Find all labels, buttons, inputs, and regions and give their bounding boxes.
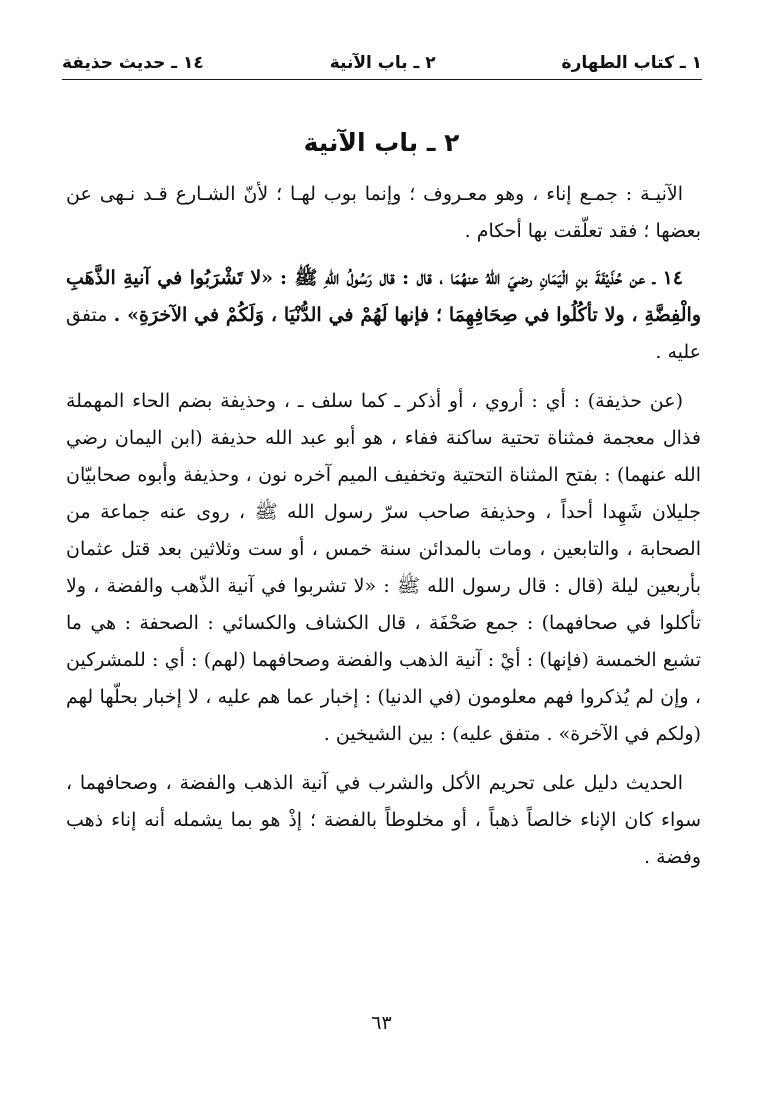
chapter-title: ٢ ـ باب الآنية xyxy=(303,128,460,157)
body-text xyxy=(66,176,701,888)
commentary-paragraph: (عن حذيفة) : أي : أروي ، أو أذكر ـ كما سلف ـ ، وحذيفة بضم الحاء المهملة فذال معجمة فمثناة تحتية ساكنة ففاء ، هو أبو عبد الله حذيفة (ابن اليمان رضي الله عنهما) : بفتح المثناة التحتية وتخفيف الميم آخره نون ، وحذيفة وأبوه صحابيّان جليلان شَهِدا أحداً ، وحذيفة صاحب سرّ رسول الله ﷺ ، روى عنه جماعة من الصحابة ، والتابعين ، ومات بالمدائن سنة خمس ، أو ست وثلاثين بعد قتل عثمان بأربعين ليلة (قال : قال رسول الله ﷺ : «لا تشربوا في آنية الذّهب والفضة ، ولا تأكلوا في صحافهما) : جمع صَحْفَة ، قال الكشاف والكسائي : الصحفة : هي ما تشبع الخمسة (فإنها) : أيْ : آنية الذهب والفضة وصحافهما (لهم) : أي : للمشركين ، وإن لم يُذكروا فهم معلومون (في الدنيا) : إخبار عما هم عليه ، لا إخبار بحلّها لهم (ولكم في الآخرة» . متفق عليه) : بين الشيخين . xyxy=(66,390,701,745)
running-header xyxy=(62,42,702,80)
header-book-title: ١ ـ كتاب الطهارة xyxy=(561,53,702,73)
hadith-opening: ١٤ ـ عن حُذَيْفَةَ بنِ الْيَمَانِ رضيَ اللهُ عنهُمَا ، قال : قال رَسُولُ اللهِ ﷺ : xyxy=(279,267,683,289)
header-hadith-title: ١٤ ـ حديث حذيفة xyxy=(62,53,204,73)
hadith-closing: متفق عليه . xyxy=(66,304,701,363)
page-number: ٦٣ xyxy=(371,1012,392,1034)
intro-paragraph: الآنيـة : جمـع إناء ، وهو معـروف ؛ وإنما بوب لهـا ؛ لأنّ الشـارع قـد نـهى عن بعضها ؛ فقد تعلّقت بها أحكام . xyxy=(66,183,701,242)
hadith-text: «لا تَشْرَبُوا في آنيةِ الذَّهَبِ والْفِضَّةِ ، ولا تأكُلُوا في صِحَافِهِمَا ؛ فإنها لَهُمْ في الدُّنْيَا ، وَلَكُمْ في الآخرَةِ» . xyxy=(66,267,701,326)
hadith-paragraph xyxy=(66,260,701,371)
conclusion-paragraph: الحديث دليل على تحريم الأكل والشرب في آنية الذهب والفضة ، وصحافهما ، سواء كان الإناء خالصاً ذهباً ، أو مخلوطاً بالفضة ؛ إذْ هو بما يشمله أنه إناء ذهب وفضة . xyxy=(66,772,701,868)
header-chapter-title: ٢ ـ باب الآنية xyxy=(329,53,436,73)
